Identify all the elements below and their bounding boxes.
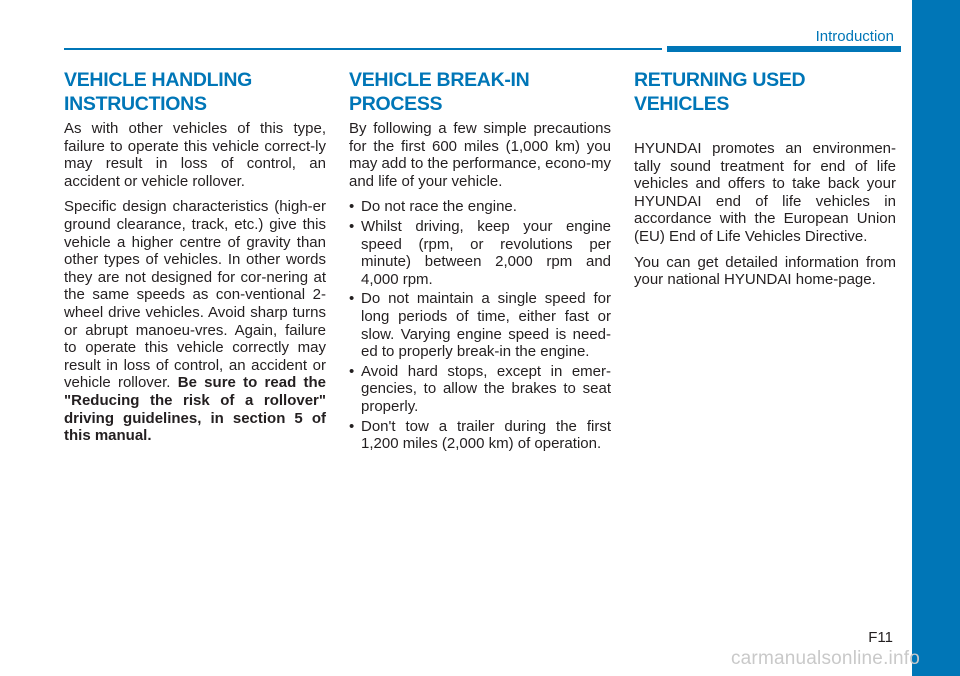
- list-item: • Whilst driving, keep your engine speed (rpm, or revolutions per minute) between 2,000 rpm and 4,000 rpm.: [349, 217, 611, 288]
- watermark-text: carmanualsonline.info: [730, 648, 920, 669]
- heading-returning-vehicles: RETURNING USED VEHICLES: [634, 69, 806, 115]
- column-break-in: [349, 68, 611, 455]
- list-item: • Don't tow a trailer during the first 1,200 miles (2,000 km) of operation.: [349, 417, 611, 453]
- heading-vehicle-handling: VEHICLE HANDLING INSTRUCTIONS: [64, 69, 253, 115]
- handling-paragraph-1: As with other vehicles of this type, failure to operate this vehicle correct-ly may result in loss of control, an accident or vehicle rollover.: [64, 120, 326, 190]
- page-number: F11: [868, 629, 893, 646]
- list-item: • Avoid hard stops, except in emer-gencies, to allow the brakes to seat properly.: [349, 362, 611, 415]
- list-item: • Do not maintain a single speed for long periods of time, either fast or slow. Varying engine speed is need-ed to properly break-in the engine.: [349, 290, 611, 361]
- list-item: • Do not race the engine.: [349, 198, 517, 216]
- heading-break-in: VEHICLE BREAK-IN PROCESS: [349, 69, 530, 115]
- column-handling: [64, 68, 326, 453]
- section-title: Introduction: [815, 28, 894, 45]
- side-tab-bar: [912, 0, 960, 676]
- header-rule-accent: [667, 46, 901, 52]
- rollover-warning: Be sure to read the "Reducing the risk of a rollover" driving guidelines, in section 5 of this manual.: [64, 374, 326, 445]
- handling-paragraph-2: Specific design characteristics (high-er ground clearance, track, etc.) give this vehicle a higher centre of gravity than other types of vehicles. In other words they are not designed for cor-nering at the same speeds as con-ventional 2-wheel drive vehicles. Avoid sharp turns or abrupt manoeu-vres. Again, failure to operate this vehicle correctly may result in loss of control, an accident or vehicle rollover. Be sure to read the "Reducing the risk of a rollover" driving guidelines, in section 5 of this manual.: [64, 198, 326, 445]
- returning-paragraph-1: HYUNDAI promotes an environmen-tally sound treatment for end of life vehicles and offers to take back your HYUNDAI end of life vehicles in accordance with the European Union (EU) End of Life Vehicles Directive.: [634, 140, 896, 245]
- break-in-intro: By following a few simple precautions for the first 600 miles (1,000 km) you may add to the performance, econo-my and life of your vehicle.: [349, 120, 611, 190]
- returning-paragraph-2: You can get detailed information from your national HYUNDAI home-page.: [634, 253, 896, 289]
- break-in-list: [349, 198, 611, 452]
- column-returning: [634, 68, 896, 297]
- header-rule: [64, 48, 662, 50]
